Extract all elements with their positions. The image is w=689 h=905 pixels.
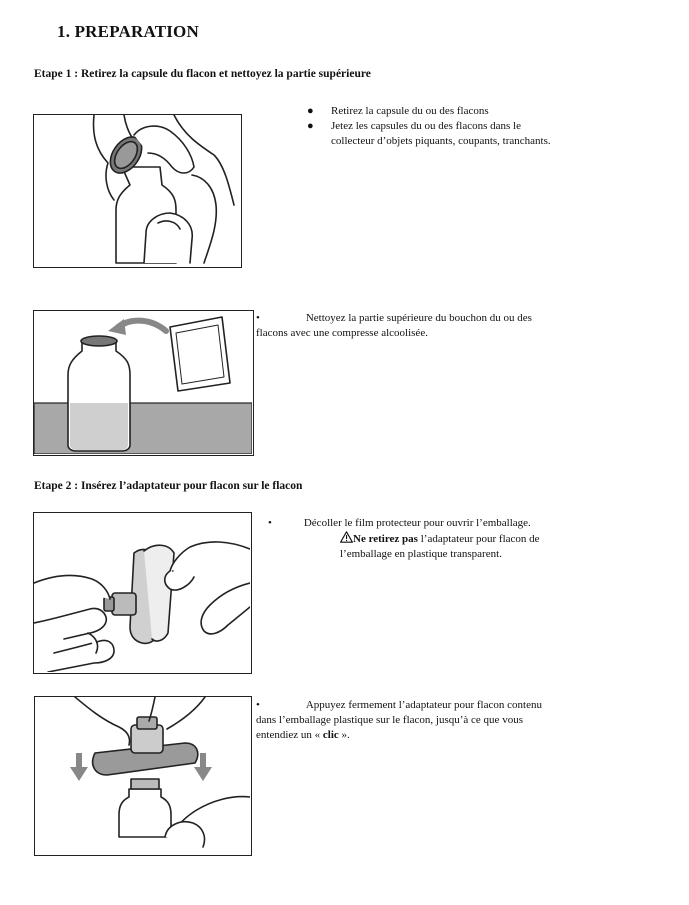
list-item [307, 119, 637, 149]
warning-text-cont: l’emballage en plastique transparent. [340, 548, 502, 560]
figure-press-adapter [34, 696, 252, 856]
warning-bold-text: Ne retirez pas [353, 533, 418, 545]
step1-title: Etape 1 : Retirez la capsule du flacon et nettoyez la partie supérieure [34, 68, 371, 80]
remove-cap-illustration [34, 115, 240, 266]
step1-clean-bullet [256, 311, 636, 341]
step2-press-bullet [256, 698, 636, 743]
warning-note [268, 531, 638, 562]
bullet-icon: • [268, 517, 272, 529]
warning-triangle-icon [340, 531, 353, 543]
section-title: 1. PREPARATION [57, 22, 199, 41]
bullet-icon: • [256, 699, 260, 711]
bullet-icon: ● [307, 105, 314, 117]
bullet-text-clean-cont: flacons avec une compresse alcoolisée. [256, 327, 428, 339]
press-click-prefix: entendiez un « [256, 729, 323, 741]
step2-title: Etape 2 : Insérez l’adaptateur pour flacon sur le flacon [34, 480, 303, 492]
clean-vial-illustration [34, 311, 252, 454]
bullet-icon: ● [307, 120, 314, 132]
figure-peel-film [33, 512, 252, 674]
peel-film-illustration [34, 513, 250, 672]
press-click-suffix: ». [338, 729, 350, 741]
press-click-bold: clic [322, 729, 339, 741]
bullet-text-press-click [256, 728, 636, 743]
bullet-text-discard-caps-cont: collecteur d’objets piquants, coupants, tranchants. [331, 135, 551, 147]
bullet-text-remove-cap: Retirez la capsule du ou des flacons [331, 105, 489, 117]
bullet-text-peel: Décoller le film protecteur pour ouvrir l’emballage. [303, 517, 531, 529]
figure-clean-vial [33, 310, 254, 456]
warning-text: l’adaptateur pour flacon de [417, 533, 540, 545]
bullet-text-press: Appuyez fermement l’adaptateur pour flacon contenu [305, 699, 542, 711]
bullet-text-clean: Nettoyez la partie supérieure du bouchon du ou des [305, 312, 532, 324]
step1-bullet-list [307, 104, 637, 149]
bullet-icon: • [256, 312, 260, 324]
list-item [307, 104, 637, 119]
bullet-text-discard-caps: Jetez les capsules du ou des flacons dans le [331, 120, 521, 132]
bullet-text-press-cont: dans l’emballage plastique sur le flacon, jusqu’à ce que vous [256, 714, 523, 726]
figure-remove-cap [33, 114, 242, 268]
press-adapter-illustration [35, 697, 250, 854]
step2-peel-bullet [268, 516, 638, 562]
